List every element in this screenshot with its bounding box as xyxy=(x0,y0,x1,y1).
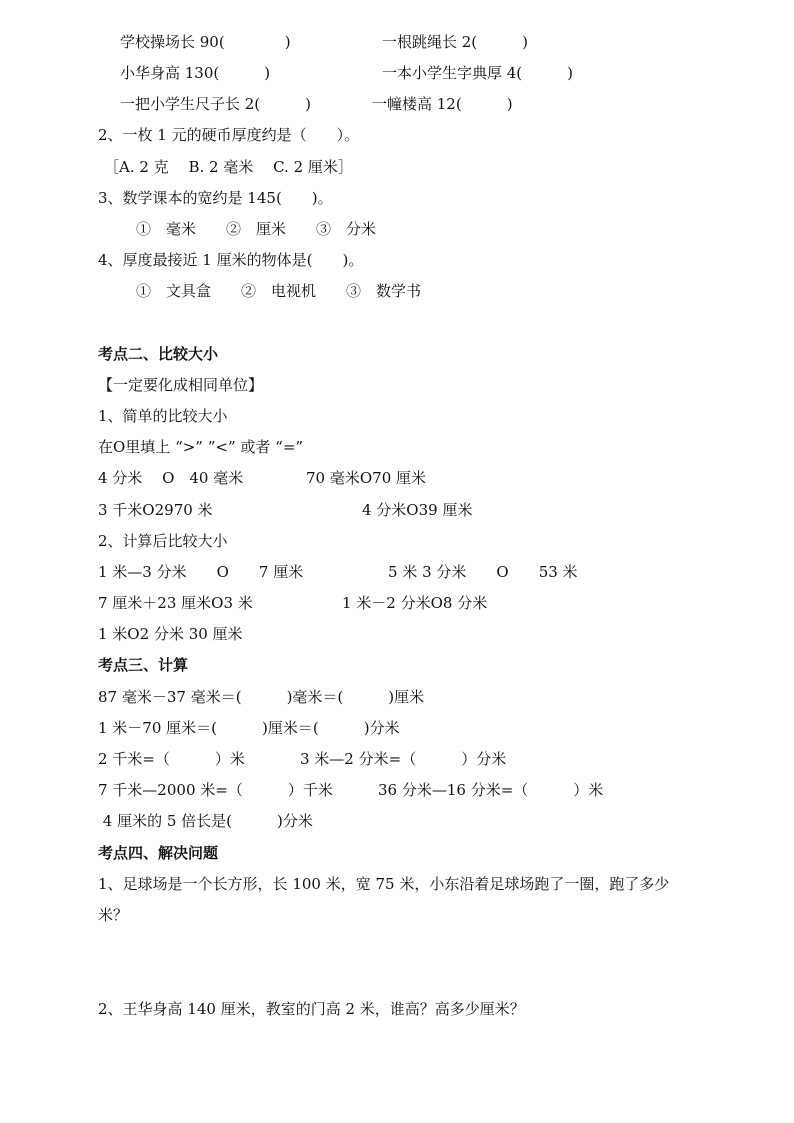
calc-item: 4 厘米的 5 倍长是( )分米 xyxy=(98,812,313,830)
question-4-options: ① 文具盒 ② 电视机 ③ 数学书 xyxy=(136,282,422,300)
compare-item: 1 米－2 分米O8 分米 xyxy=(342,594,488,612)
fill-item-jump-rope: 一根跳绳长 2( ) xyxy=(382,33,529,51)
calc-item: 1 米－70 厘米＝( )厘米＝( )分米 xyxy=(98,719,400,737)
calc-item: 87 毫米－37 毫米＝( )毫米＝( )厘米 xyxy=(98,688,425,706)
section-2-title: 考点二、比较大小 xyxy=(98,345,219,363)
section-3-title: 考点三、计算 xyxy=(98,656,189,674)
problem-2: 2、王华身高 140 厘米，教室的门高 2 米，谁高？高多少厘米？ xyxy=(98,1000,525,1018)
compare-item: 4 分米O39 厘米 xyxy=(362,501,473,519)
compare-item: 1 米—3 分米 O 7 厘米 xyxy=(98,563,304,581)
fill-item-ruler: 一把小学生尺子长 2( ) xyxy=(120,95,312,113)
question-3: 3、数学课本的宽约是 145( )。 xyxy=(98,189,333,207)
section-2-instruction: 在O里填上 “>” ”<” 或者 “=” xyxy=(98,438,304,456)
section-2-sub1: 1、简单的比较大小 xyxy=(98,407,228,425)
compare-item: 4 分米 O 40 毫米 xyxy=(98,469,244,487)
question-2: 2、一枚 1 元的硬币厚度约是（ ）。 xyxy=(98,126,360,144)
fill-item-height: 小华身高 130( ) xyxy=(120,64,271,82)
compare-item: 7 厘米＋23 厘米O3 米 xyxy=(98,594,253,612)
compare-item: 3 千米O2970 米 xyxy=(98,501,213,519)
compare-item: 70 毫米O70 厘米 xyxy=(306,469,427,487)
question-4: 4、厚度最接近 1 厘米的物体是( )。 xyxy=(98,251,364,269)
compare-item: 1 米O2 分米 30 厘米 xyxy=(98,625,243,643)
problem-1: 1、足球场是一个长方形，长 100 米，宽 75 米，小东沿着足球场跑了一圈，跑了多少 xyxy=(98,875,670,893)
problem-1-cont: 米？ xyxy=(98,906,129,924)
compare-item: 5 米 3 分米 O 53 米 xyxy=(388,563,578,581)
calc-item: 3 米—2 分米=（ ）分米 xyxy=(300,750,507,768)
calc-item: 36 分米—16 分米=（ ）米 xyxy=(378,781,604,799)
section-2-sub2: 2、计算后比较大小 xyxy=(98,532,228,550)
question-3-options: ① 毫米 ② 厘米 ③ 分米 xyxy=(136,220,377,238)
fill-item-playground: 学校操场长 90( ) xyxy=(120,33,291,51)
section-4-title: 考点四、解决问题 xyxy=(98,844,219,862)
calc-item: 7 千米—2000 米=（ ）千米 xyxy=(98,781,333,799)
fill-item-building: 一幢楼高 12( ) xyxy=(372,95,513,113)
section-2-note: 【一定要化成相同单位】 xyxy=(98,376,264,394)
calc-item: 2 千米=（ ）米 xyxy=(98,750,245,768)
question-2-options: ［A. 2 克 B. 2 毫米 C. 2 厘米］ xyxy=(104,158,353,176)
fill-item-dictionary: 一本小学生字典厚 4( ) xyxy=(382,64,574,82)
